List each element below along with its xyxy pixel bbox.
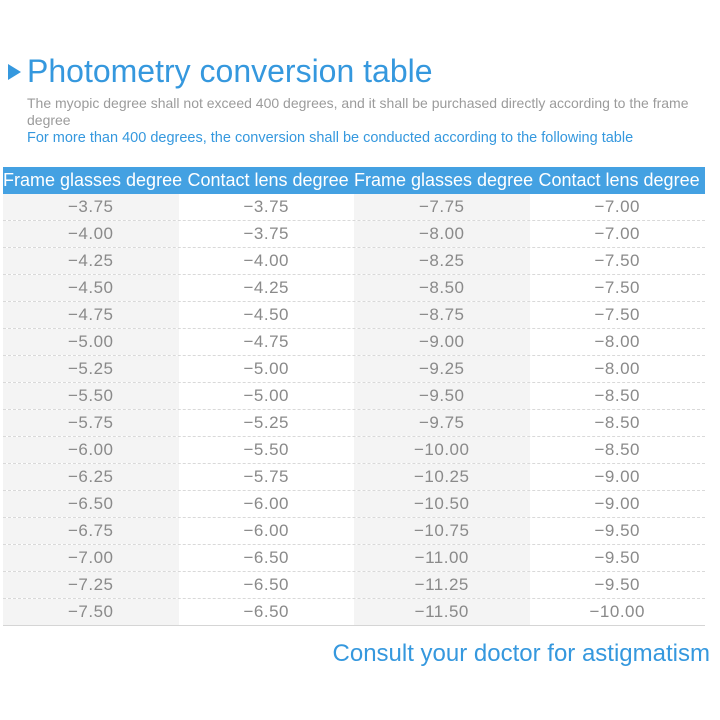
table-cell: −7.50 — [594, 251, 640, 270]
table-cell: −9.50 — [594, 521, 640, 540]
table-cell: −3.75 — [243, 197, 289, 216]
table-body — [3, 194, 705, 626]
table-cell: −4.25 — [243, 278, 289, 297]
table-cell: −6.50 — [3, 491, 179, 517]
table-cell: −4.00 — [243, 251, 289, 270]
table-row — [3, 572, 705, 599]
subtitle-gray: The myopic degree shall not exceed 400 degrees, and it shall be purchased directly according to the frame degree — [27, 95, 689, 128]
table-cell: −7.50 — [594, 305, 640, 324]
table-cell: −7.00 — [3, 545, 179, 571]
table-row — [3, 410, 705, 437]
column-header: Contact lens degree — [187, 170, 349, 190]
table-row — [3, 491, 705, 518]
table-cell: −10.25 — [354, 464, 530, 490]
table-cell: −6.00 — [243, 521, 289, 540]
table-cell: −7.50 — [3, 599, 179, 625]
conversion-table — [3, 167, 705, 626]
table-cell: −10.00 — [589, 602, 645, 621]
table-row — [3, 329, 705, 356]
table-cell: −5.75 — [3, 410, 179, 436]
table-cell: −9.75 — [354, 410, 530, 436]
table-cell: −11.50 — [354, 599, 530, 625]
table-cell: −9.50 — [594, 548, 640, 567]
table-cell: −8.00 — [594, 332, 640, 351]
table-row — [3, 383, 705, 410]
table-cell: −4.25 — [3, 248, 179, 274]
footer-note: Consult your doctor for astigmatism — [332, 640, 710, 667]
table-row — [3, 221, 705, 248]
table-cell: −7.25 — [3, 572, 179, 598]
table-cell: −8.50 — [594, 440, 640, 459]
table-cell: −7.50 — [594, 278, 640, 297]
table-row — [3, 545, 705, 572]
table-row — [3, 518, 705, 545]
table-cell: −5.00 — [243, 386, 289, 405]
table-cell: −9.00 — [594, 467, 640, 486]
table-cell: −6.50 — [243, 575, 289, 594]
table-row — [3, 248, 705, 275]
table-cell: −6.00 — [243, 494, 289, 513]
table-cell: −8.50 — [594, 386, 640, 405]
table-cell: −6.50 — [243, 602, 289, 621]
table-cell: −7.00 — [594, 197, 640, 216]
table-cell: −4.00 — [3, 221, 179, 247]
table-cell: −10.00 — [354, 437, 530, 463]
table-cell: −10.75 — [354, 518, 530, 544]
table-row — [3, 194, 705, 221]
table-cell: −5.25 — [3, 356, 179, 382]
table-cell: −5.50 — [3, 383, 179, 409]
table-cell: −3.75 — [3, 194, 179, 220]
page-title: Photometry conversion table — [27, 53, 433, 89]
table-cell: −8.00 — [354, 221, 530, 247]
table-cell: −5.00 — [3, 329, 179, 355]
table-cell: −6.25 — [3, 464, 179, 490]
table-cell: −4.50 — [3, 275, 179, 301]
column-header: Contact lens degree — [538, 170, 700, 190]
table-cell: −6.00 — [3, 437, 179, 463]
table-cell: −5.75 — [243, 467, 289, 486]
table-cell: −8.25 — [354, 248, 530, 274]
table-row — [3, 464, 705, 491]
table-cell: −4.75 — [243, 332, 289, 351]
table-row — [3, 275, 705, 302]
table-cell: −4.50 — [243, 305, 289, 324]
table-cell: −7.75 — [354, 194, 530, 220]
table-cell: −9.00 — [594, 494, 640, 513]
title-arrow-icon — [8, 64, 21, 80]
subtitle-block — [27, 95, 707, 147]
table-row — [3, 437, 705, 464]
table-cell: −3.75 — [243, 224, 289, 243]
table-cell: −4.75 — [3, 302, 179, 328]
table-cell: −8.50 — [594, 413, 640, 432]
table-cell: −9.50 — [354, 383, 530, 409]
table-header-row — [3, 167, 705, 194]
table-cell: −5.50 — [243, 440, 289, 459]
table-cell: −11.25 — [354, 572, 530, 598]
table-cell: −11.00 — [354, 545, 530, 571]
table-cell: −8.00 — [594, 359, 640, 378]
table-cell: −9.25 — [354, 356, 530, 382]
table-cell: −5.00 — [243, 359, 289, 378]
table-cell: −5.25 — [243, 413, 289, 432]
table-row — [3, 302, 705, 329]
subtitle-blue: For more than 400 degrees, the conversion shall be conducted according to the following table — [27, 130, 634, 146]
page-title-row — [8, 52, 433, 90]
table-row — [3, 599, 705, 626]
column-header: Frame glasses degree — [3, 170, 183, 190]
table-cell: −10.50 — [354, 491, 530, 517]
table-cell: −7.00 — [594, 224, 640, 243]
table-cell: −6.75 — [3, 518, 179, 544]
table-cell: −9.50 — [594, 575, 640, 594]
table-cell: −8.75 — [354, 302, 530, 328]
table-cell: −6.50 — [243, 548, 289, 567]
column-header: Frame glasses degree — [354, 170, 534, 190]
table-row — [3, 356, 705, 383]
table-cell: −8.50 — [354, 275, 530, 301]
table-cell: −9.00 — [354, 329, 530, 355]
